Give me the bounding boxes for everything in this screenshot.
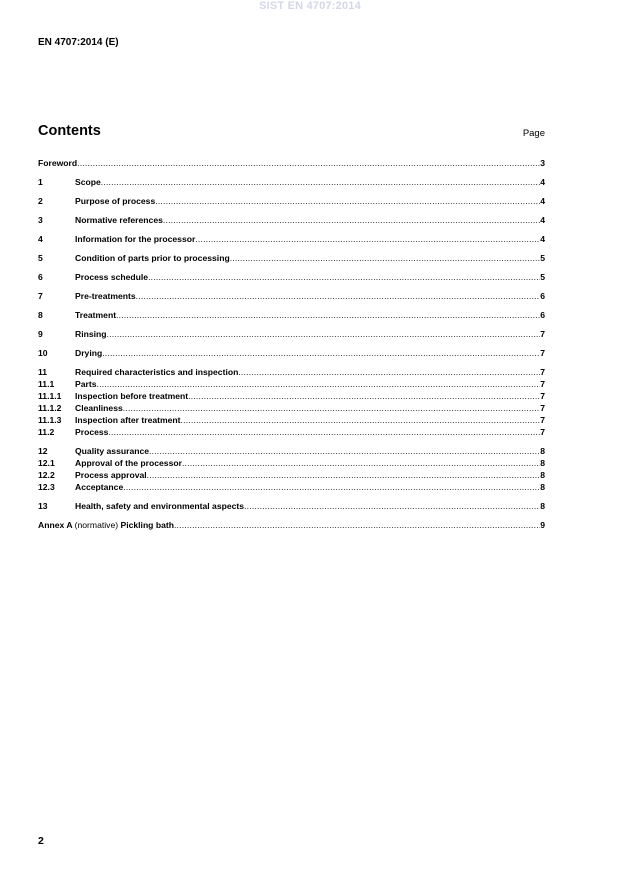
toc-entry-page: 7 (540, 348, 545, 358)
toc-entry-12[interactable] (38, 446, 545, 456)
toc-entry-number: 11.1.2 (38, 403, 62, 413)
toc-entry-title: Information for the processor (75, 234, 196, 244)
toc-entry-title: Inspection after treatment (75, 415, 181, 425)
toc-entry-title: Acceptance (75, 482, 124, 492)
toc-entry-11-1-3[interactable] (38, 415, 545, 425)
toc-entry-10[interactable] (38, 348, 545, 358)
toc-entry-title: Quality assurance (75, 446, 150, 456)
toc-entry-11[interactable] (38, 367, 545, 377)
toc-entry-13[interactable] (38, 501, 545, 511)
toc-entry-title: Required characteristics and inspection (75, 367, 239, 377)
toc-entry-number: 11.1.3 (38, 415, 62, 425)
toc-entry-number: 8 (38, 310, 43, 320)
toc-entry-title: Condition of parts prior to processing (75, 253, 230, 263)
toc-entry-page: 7 (540, 391, 545, 401)
toc-leader (107, 329, 541, 339)
toc-entry-number: 9 (38, 329, 43, 339)
toc-leader (163, 215, 540, 225)
toc-entry-number: 12.3 (38, 482, 55, 492)
toc-entry-number: 4 (38, 234, 43, 244)
toc-leader (147, 470, 541, 480)
toc-entry-12-3[interactable] (38, 482, 545, 492)
toc-leader (123, 403, 540, 413)
toc-entry-title: Inspection before treatment (75, 391, 189, 401)
toc-entry-page: 3 (540, 158, 545, 168)
toc-leader (102, 348, 540, 358)
annex-prefix: Annex A (38, 520, 73, 530)
toc-leader (155, 196, 540, 206)
toc-entry-page: 7 (540, 329, 545, 339)
toc-entry-number: 12.1 (38, 458, 55, 468)
toc-leader (77, 158, 540, 168)
toc-entry-number: 2 (38, 196, 43, 206)
toc-entry-number: 11.2 (38, 427, 55, 437)
toc-entry-number: 10 (38, 348, 48, 358)
toc-entry-page: 7 (540, 367, 545, 377)
toc-leader (116, 310, 540, 320)
toc-leader (148, 272, 540, 282)
toc-entry-title: Pre-treatments (75, 291, 136, 301)
toc-entry-page: 4 (540, 196, 545, 206)
toc-entry-11-1[interactable] (38, 379, 545, 389)
toc-leader (188, 391, 540, 401)
toc-entry-2[interactable] (38, 196, 545, 206)
toc-entry-title: Health, safety and environmental aspects (75, 501, 245, 511)
toc-entry-4[interactable] (38, 234, 545, 244)
toc-entry-title: Process schedule (75, 272, 149, 282)
toc-leader (174, 520, 540, 530)
toc-entry-page: 7 (540, 427, 545, 437)
toc-entry-title: Process (75, 427, 109, 437)
toc-entry-page: 8 (540, 458, 545, 468)
toc-entry-9[interactable] (38, 329, 545, 339)
toc-leader (182, 458, 540, 468)
toc-entry-page: 4 (540, 177, 545, 187)
toc-entry-page: 8 (540, 446, 545, 456)
toc-entry-11-2[interactable] (38, 427, 545, 437)
toc-leader (238, 367, 540, 377)
toc-entry-number: 11.1.1 (38, 391, 62, 401)
toc-entry-title: Foreword (38, 158, 78, 168)
toc-entry-title: Process approval (75, 470, 147, 480)
toc-entry-page: 8 (540, 482, 545, 492)
page-column-label: Page (522, 128, 545, 139)
toc-entry-page: 4 (540, 234, 545, 244)
toc-entry-5[interactable] (38, 253, 545, 263)
toc-entry-number: 11.1 (38, 379, 55, 389)
page-number: 2 (38, 835, 44, 847)
toc-entry-title: Approval of the processor (75, 458, 182, 468)
toc-entry-number: 13 (38, 501, 48, 511)
toc-leader (108, 427, 540, 437)
toc-entry-page: 7 (540, 415, 545, 425)
toc-leader (97, 379, 541, 389)
document-id: EN 4707:2014 (E) (38, 37, 119, 48)
toc-entry-1[interactable] (38, 177, 545, 187)
annex-title: Pickling bath (120, 520, 174, 530)
toc-entry-foreword[interactable] (38, 158, 545, 168)
toc-leader (123, 482, 540, 492)
toc-leader (230, 253, 541, 263)
toc-entry-page: 8 (540, 501, 545, 511)
toc-entry-title: Rinsing (75, 329, 107, 339)
toc-leader (244, 501, 540, 511)
toc-entry-page: 4 (540, 215, 545, 225)
toc-leader (101, 177, 540, 187)
toc-entry-7[interactable] (38, 291, 545, 301)
toc-entry-6[interactable] (38, 272, 545, 282)
toc-entry-number: 3 (38, 215, 43, 225)
toc-entry-11-1-1[interactable] (38, 391, 545, 401)
toc-entry-title: Cleanliness (75, 403, 123, 413)
toc-entry-page: 9 (540, 520, 545, 530)
toc-entry-3[interactable] (38, 215, 545, 225)
toc-entry-annex-a[interactable] (38, 520, 545, 530)
toc-entry-page: 8 (540, 470, 545, 480)
toc-entry-title: Normative references (75, 215, 163, 225)
toc-entry-number: 12 (38, 446, 48, 456)
toc-entry-number: 1 (38, 177, 43, 187)
toc-entry-8[interactable] (38, 310, 545, 320)
toc-entry-11-1-2[interactable] (38, 403, 545, 413)
toc-leader (181, 415, 541, 425)
toc-entry-page: 6 (540, 310, 545, 320)
toc-entry-page: 7 (540, 379, 545, 389)
toc-entry-12-2[interactable] (38, 470, 545, 480)
toc-entry-number: 5 (38, 253, 43, 263)
toc-entry-number: 12.2 (38, 470, 55, 480)
toc-entry-number: 7 (38, 291, 43, 301)
toc-entry-number: 6 (38, 272, 43, 282)
toc-entry-page: 5 (540, 253, 545, 263)
toc-entry-number: 11 (38, 367, 48, 377)
watermark: SIST EN 4707:2014 (259, 0, 361, 12)
contents-heading: Contents (38, 123, 101, 139)
toc-entry-title: Treatment (75, 310, 117, 320)
toc-leader (195, 234, 540, 244)
toc-leader (136, 291, 541, 301)
toc-leader (149, 446, 540, 456)
table-of-contents (38, 158, 545, 530)
toc-entry-page: 5 (540, 272, 545, 282)
toc-entry-page: 7 (540, 403, 545, 413)
toc-annex-title (38, 520, 174, 530)
toc-entry-title: Scope (75, 177, 101, 187)
toc-entry-page: 6 (540, 291, 545, 301)
toc-entry-title: Purpose of process (75, 196, 156, 206)
toc-entry-title: Drying (75, 348, 103, 358)
annex-qualifier: (normative) (74, 520, 119, 530)
toc-entry-12-1[interactable] (38, 458, 545, 468)
toc-entry-title: Parts (75, 379, 97, 389)
